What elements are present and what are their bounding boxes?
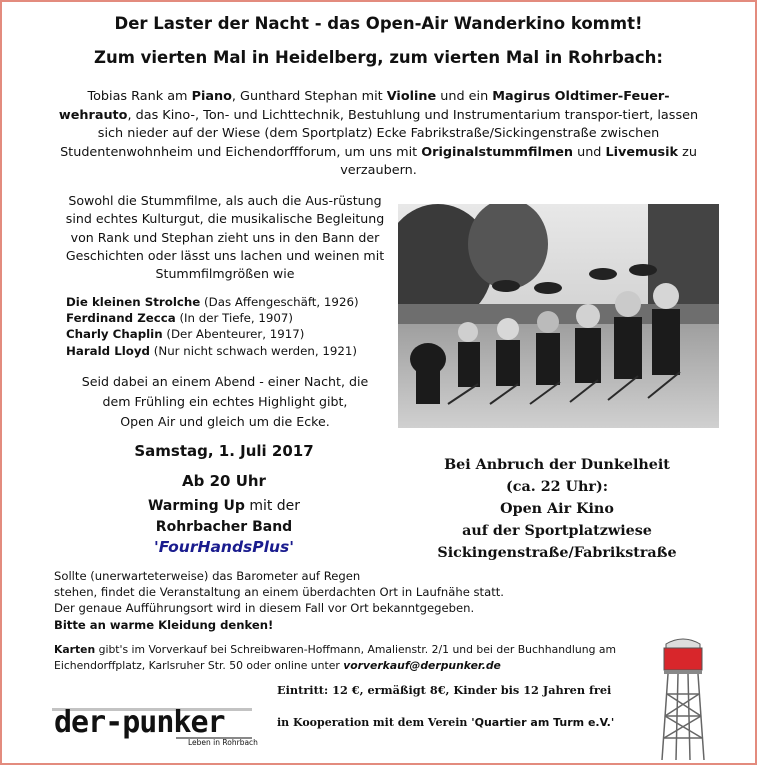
weather-warning: Bitte an warme Kleidung denken!	[54, 617, 274, 632]
intro-paragraph	[52, 88, 705, 181]
intro-text: , Gunthard Stephan mit	[231, 89, 387, 104]
intro-text: Tobias Rank am	[87, 89, 192, 104]
screening-line: auf der Sportplatzwiese	[462, 523, 652, 539]
screening-line: Bei Anbruch der Dunkelheit	[444, 457, 670, 473]
screening-line: Sickingenstraße/Fabrikstraße	[437, 545, 677, 561]
tickets-email-link[interactable]: vorverkauf@derpunker.de	[343, 659, 501, 673]
film-title: Charly Chaplin	[66, 327, 163, 342]
logo-image	[46, 700, 258, 748]
warmup-line	[74, 496, 374, 517]
coop-partner: 'Quartier am Turm e.V.'	[471, 716, 615, 729]
weather-line: Der genaue Aufführungsort wird in diesem Fall vor Ort bekanntgegeben.	[54, 601, 475, 616]
event-time: Ab 20 Uhr	[182, 472, 266, 490]
silent-film-photo	[398, 204, 719, 428]
invitation-paragraph	[60, 372, 390, 432]
film-title: Ferdinand Zecca	[66, 311, 176, 326]
invitation-line: Open Air und gleich um die Ecke.	[120, 414, 330, 429]
screening-line: Open Air Kino	[500, 501, 614, 517]
headline: Der Laster der Nacht - das Open-Air Wanderkino kommt!	[114, 14, 643, 33]
culture-paragraph: Sowohl die Stummfilme, als auch die Aus-rüstung sind echtes Kulturgut, die musikalische Begleitung von Rank und Stephan zieht uns in den Bann der Geschichten oder lässt uns lachen und weinen mit Stummfilmgrößen wie	[65, 193, 385, 282]
film-title: Harald Lloyd	[66, 343, 151, 358]
weather-notice	[54, 568, 614, 633]
intro-text: zu verzaubern.	[340, 144, 697, 178]
intro-text: und ein	[436, 89, 493, 104]
intro-violine: Violine	[386, 89, 437, 104]
intro-piano: Piano	[191, 89, 232, 104]
film-detail: (In der Tiefe, 1907)	[175, 311, 294, 326]
warmup-with: mit der	[244, 498, 301, 514]
screening-info	[392, 454, 722, 564]
weather-line: Sollte (unerwarteterweise) das Barometer auf Regen	[54, 569, 361, 583]
band-name: 'FourHandsPlus'	[154, 538, 294, 556]
film-list	[66, 294, 396, 359]
film-title: Die kleinen Strolche	[66, 295, 201, 309]
film-item	[66, 326, 396, 342]
intro-truck: Magirus Oldtimer-Feuer-wehrauto	[58, 89, 670, 123]
intro-text: und	[573, 144, 606, 160]
water-tower-icon	[656, 634, 710, 762]
tickets-text: gibt's im Vorverkauf bei Schreibwaren-Hoffmann, Amalienstr. 2/1 und bei der Buchhandlung am Eichendorffplatz, Karlsruher Str. 50 oder online unter	[54, 643, 616, 673]
film-item	[66, 310, 396, 326]
film-item	[66, 343, 396, 359]
warmup-info	[74, 496, 374, 538]
event-date: Samstag, 1. Juli 2017	[134, 442, 314, 460]
ticket-info	[54, 642, 654, 674]
water-tower-graphic	[656, 634, 710, 762]
intro-films: Originalstummfilmen	[421, 144, 574, 160]
intro-text: , das Kino-, Ton- und Lichttechnik, Bestuhlung und Instrumentarium transpor-tiert, lassen sich nieder auf der Wiese (dem Sportplatz) Ecke Fabrikstraße/Sickingenstraße zwischen Studentenwohnheim und Eichendorffforum, um uns mit	[60, 107, 699, 160]
invitation-line: dem Frühling ein echtes Highlight gibt,	[102, 394, 348, 409]
photo-image	[398, 204, 719, 428]
weather-line: stehen, findet die Veranstaltung an einem überdachten Ort in Laufnähe statt.	[54, 585, 504, 600]
svg-text:der-punker: der-punker	[54, 705, 225, 740]
derpunker-logo	[46, 700, 258, 748]
admission-prices: Eintritt: 12 €, ermäßigt 8€, Kinder bis 12 Jahren frei	[277, 683, 612, 697]
svg-text:Leben in Rohrbach: Leben in Rohrbach	[188, 738, 258, 747]
warmup-label: Warming Up	[147, 498, 245, 514]
film-item	[66, 294, 396, 310]
intro-music: Livemusik	[605, 144, 679, 160]
film-detail: (Der Abenteurer, 1917)	[162, 327, 305, 342]
tickets-label: Karten	[54, 643, 96, 656]
coop-text: in Kooperation mit dem Verein	[277, 716, 472, 729]
film-detail: (Nur nicht schwach werden, 1921)	[150, 343, 357, 358]
subheadline: Zum vierten Mal in Heidelberg, zum vierten Mal in Rohrbach:	[93, 48, 664, 67]
screening-line: (ca. 22 Uhr):	[506, 479, 608, 495]
band-intro: Rohrbacher Band	[155, 519, 293, 535]
film-detail: (Das Affengeschäft, 1926)	[200, 295, 359, 309]
invitation-line: Seid dabei an einem Abend - einer Nacht, die	[81, 374, 369, 389]
cooperation-note	[277, 716, 614, 729]
